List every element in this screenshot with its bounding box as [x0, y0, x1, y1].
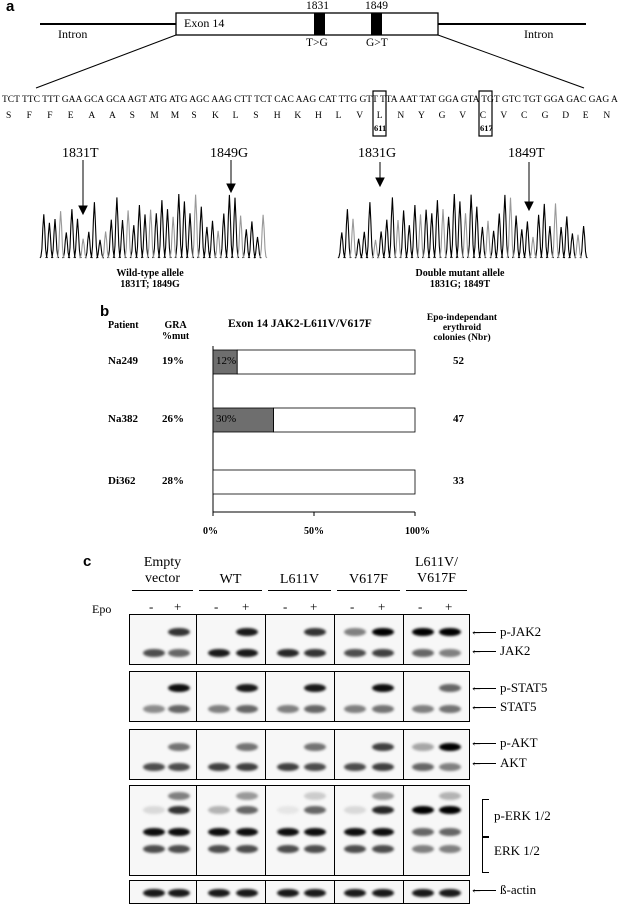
- bracket: [482, 837, 489, 873]
- amino-acid: S: [129, 111, 135, 121]
- protein-band: [168, 889, 190, 897]
- x-tick-label: 100%: [405, 526, 430, 537]
- protein-band: [412, 628, 434, 636]
- mutation-1: T>G: [306, 37, 328, 49]
- protein-band: [277, 845, 299, 853]
- protein-band: [277, 705, 299, 713]
- protein-band: [236, 845, 258, 853]
- blot-divider: [196, 786, 197, 875]
- protein-label: STAT5: [500, 699, 537, 714]
- panel-b-letter: b: [100, 303, 110, 320]
- epo-minus: -: [418, 599, 423, 614]
- protein-band: [277, 649, 299, 657]
- protein-band: [168, 763, 190, 771]
- blot-divider: [403, 730, 404, 779]
- protein-band: [439, 649, 461, 657]
- intron-right-label: Intron: [524, 27, 554, 41]
- protein-band: [372, 845, 394, 853]
- codon-611-label: 611: [374, 123, 387, 133]
- protein-band: [344, 705, 366, 713]
- blot-divider: [265, 672, 266, 721]
- x-tick-label: 50%: [304, 526, 324, 537]
- protein-band: [208, 828, 230, 836]
- protein-band: [439, 743, 461, 751]
- protein-band: [412, 649, 434, 657]
- epo-plus: +: [174, 599, 182, 614]
- blot-divider: [265, 730, 266, 779]
- protein-band: [304, 628, 326, 636]
- group-label: L611V/ V617F: [414, 555, 459, 586]
- protein-band: [143, 649, 165, 657]
- blot-divider: [403, 672, 404, 721]
- protein-band: [208, 845, 230, 853]
- col-gra-line2: %mut: [162, 331, 190, 342]
- protein-band: [208, 889, 230, 897]
- protein-band: [372, 828, 394, 836]
- protein-band: [304, 763, 326, 771]
- blot-divider: [334, 881, 335, 903]
- amino-acid: V: [356, 111, 364, 121]
- amino-acid: M: [170, 111, 180, 121]
- protein-band: [372, 684, 394, 692]
- protein-band: [439, 763, 461, 771]
- epo-plus: +: [378, 599, 386, 614]
- amino-acid: L: [335, 111, 342, 121]
- amino-acid: S: [253, 111, 259, 121]
- blot-divider: [334, 730, 335, 779]
- amino-acid: G: [438, 111, 446, 121]
- arrow-label-1849G: 1849G: [210, 146, 249, 161]
- protein-band: [304, 684, 326, 692]
- col-gra-line1: GRA: [164, 320, 187, 331]
- patient-id: Na382: [108, 413, 138, 425]
- blot-divider: [334, 615, 335, 664]
- protein-band: [412, 743, 434, 751]
- amino-acid: E: [582, 111, 589, 121]
- protein-band: [143, 763, 165, 771]
- group-underline: [199, 590, 262, 591]
- protein-band: [304, 649, 326, 657]
- protein-label: JAK2: [500, 643, 531, 658]
- arrow-head: ←: [470, 623, 483, 638]
- protein-band: [439, 628, 461, 636]
- protein-band: [304, 806, 326, 814]
- colonies-value: 52: [453, 355, 464, 367]
- bracket: [482, 799, 489, 837]
- protein-band: [168, 649, 190, 657]
- epo-minus: -: [214, 599, 219, 614]
- patient-id: Na249: [108, 355, 138, 367]
- mutation-2: G>T: [366, 37, 388, 49]
- protein-band: [143, 705, 165, 713]
- protein-band: [304, 792, 326, 800]
- protein-band: [208, 806, 230, 814]
- amino-acid: F: [26, 111, 32, 121]
- bar-segment: [213, 470, 415, 494]
- epo-minus: -: [149, 599, 154, 614]
- exon-label: Exon 14: [184, 16, 225, 30]
- group-label: L611V: [279, 572, 320, 587]
- arrow-head: ←: [470, 881, 483, 896]
- protein-band: [208, 649, 230, 657]
- protein-label: p-STAT5: [500, 680, 548, 695]
- protein-band: [143, 845, 165, 853]
- protein-band: [304, 889, 326, 897]
- blot-divider: [196, 615, 197, 664]
- x-tick-label: 0%: [203, 526, 218, 537]
- protein-band: [304, 828, 326, 836]
- arrow-head: ←: [470, 734, 483, 749]
- protein-band: [208, 705, 230, 713]
- blot-divider: [403, 881, 404, 903]
- arrow-head: ←: [470, 698, 483, 713]
- blot-divider: [265, 786, 266, 875]
- gra-mut-value: 26%: [162, 413, 184, 425]
- western-blot-panel: [129, 729, 470, 780]
- protein-band: [344, 845, 366, 853]
- protein-band: [439, 845, 461, 853]
- bar-segment: [274, 408, 415, 432]
- protein-band: [372, 763, 394, 771]
- right-caption-line2: 1831G; 1849T: [429, 279, 491, 290]
- protein-band: [304, 743, 326, 751]
- group-label: V617F: [349, 572, 388, 587]
- gra-mut-value: 28%: [162, 475, 184, 487]
- protein-band: [236, 889, 258, 897]
- protein-band: [236, 684, 258, 692]
- protein-band: [412, 828, 434, 836]
- protein-band: [439, 889, 461, 897]
- protein-band: [372, 628, 394, 636]
- amino-acid: N: [397, 111, 405, 121]
- amino-acid: V: [500, 111, 508, 121]
- group-label: Empty vector: [143, 555, 182, 586]
- amino-acid: K: [294, 111, 302, 121]
- position-1831: 1831: [306, 0, 329, 12]
- amino-acid: A: [109, 111, 116, 121]
- colonies-value: 47: [453, 413, 464, 425]
- amino-acid: N: [603, 111, 611, 121]
- amino-acid: M: [150, 111, 159, 121]
- amino-acid: H: [273, 111, 281, 121]
- protein-band: [277, 889, 299, 897]
- western-blot-panel: [129, 785, 470, 876]
- colonies-value: 33: [453, 475, 464, 487]
- protein-band: [236, 649, 258, 657]
- protein-band: [412, 806, 434, 814]
- amino-acid: F: [47, 111, 53, 121]
- protein-band: [236, 806, 258, 814]
- chart-title: Exon 14 JAK2-L611V/V617F: [228, 318, 372, 330]
- blot-divider: [403, 786, 404, 875]
- panel-c-letter: c: [83, 553, 92, 570]
- protein-band: [372, 743, 394, 751]
- protein-band: [439, 792, 461, 800]
- protein-band: [372, 806, 394, 814]
- protein-band: [168, 684, 190, 692]
- blot-divider: [334, 786, 335, 875]
- protein-band: [277, 806, 299, 814]
- arrow-head: ←: [470, 679, 483, 694]
- protein-band: [143, 828, 165, 836]
- amino-acid: D: [562, 111, 570, 121]
- protein-band: [344, 763, 366, 771]
- protein-band: [439, 705, 461, 713]
- group-underline: [268, 590, 331, 591]
- protein-band: [168, 806, 190, 814]
- epo-minus: -: [350, 599, 355, 614]
- protein-band: [208, 763, 230, 771]
- protein-band: [372, 649, 394, 657]
- arrow-head: ←: [470, 754, 483, 769]
- western-blot-panel: [129, 880, 470, 904]
- amino-acid: S: [191, 111, 197, 121]
- amino-acid: L: [232, 111, 239, 121]
- col-epo-line1: Epo-independant: [426, 313, 498, 323]
- arrow-head: ←: [470, 642, 483, 657]
- intron-left-label: Intron: [58, 27, 88, 41]
- protein-band: [439, 806, 461, 814]
- protein-band: [168, 845, 190, 853]
- protein-label: ß-actin: [500, 882, 537, 897]
- blot-divider: [196, 730, 197, 779]
- position-1849: 1849: [365, 0, 388, 12]
- group-label: WT: [219, 572, 242, 587]
- col-epo-line2: erythroid: [442, 323, 482, 333]
- protein-band: [412, 763, 434, 771]
- right-caption-line1: Double mutant allele: [415, 268, 505, 279]
- protein-band: [372, 705, 394, 713]
- protein-band: [344, 889, 366, 897]
- protein-band: [168, 828, 190, 836]
- protein-label: p-JAK2: [500, 624, 542, 639]
- patient-id: Di362: [108, 475, 136, 487]
- protein-band: [236, 792, 258, 800]
- protein-band: [304, 845, 326, 853]
- protein-label: AKT: [500, 755, 527, 770]
- amino-acid: H: [315, 111, 322, 121]
- amino-acid: C: [521, 111, 528, 121]
- protein-label: ERK 1/2: [494, 843, 540, 858]
- col-epo-line3: colonies (Nbr): [433, 333, 491, 343]
- western-blot-panel: [129, 614, 470, 665]
- protein-band: [372, 889, 394, 897]
- protein-band: [236, 628, 258, 636]
- blot-divider: [403, 615, 404, 664]
- protein-band: [168, 792, 190, 800]
- amino-acid: K: [212, 111, 219, 121]
- protein-band: [236, 743, 258, 751]
- left-caption-line2: 1831T; 1849G: [120, 279, 180, 290]
- left-caption-line1: Wild-type allele: [116, 268, 184, 279]
- bar-data-label: 12%: [216, 355, 237, 367]
- protein-band: [277, 828, 299, 836]
- protein-band: [344, 649, 366, 657]
- blot-divider: [334, 672, 335, 721]
- arrow-label-1831T: 1831T: [62, 146, 99, 161]
- protein-band: [143, 806, 165, 814]
- dna-sequence: TCT TTC TTT GAA GCA GCA AGT ATG ATG AGC AAG CTT TCT CAC AAG CAT TTG GTT TTA AAT TAT GGA GTA TGT GTC TGT GGA GAC GAG A: [2, 95, 618, 105]
- amino-acid: A: [88, 111, 96, 121]
- blot-divider: [265, 615, 266, 664]
- protein-band: [412, 889, 434, 897]
- blot-divider: [265, 881, 266, 903]
- amino-acid: S: [6, 111, 12, 121]
- protein-band: [236, 705, 258, 713]
- protein-band: [168, 705, 190, 713]
- protein-band: [344, 806, 366, 814]
- bar-segment: [237, 350, 415, 374]
- protein-band: [236, 763, 258, 771]
- amino-acid: L: [376, 111, 383, 121]
- amino-acid: C: [479, 111, 487, 121]
- protein-label: p-ERK 1/2: [494, 808, 551, 823]
- amino-acid: E: [67, 111, 74, 121]
- protein-band: [344, 628, 366, 636]
- arrow-label-1849T: 1849T: [508, 146, 545, 161]
- panel-a-letter: a: [6, 0, 15, 15]
- protein-band: [439, 684, 461, 692]
- protein-band: [236, 828, 258, 836]
- bar-data-label: 30%: [216, 413, 237, 425]
- codon-617-label: 617: [480, 123, 493, 133]
- amino-acid: V: [459, 111, 467, 121]
- gra-mut-value: 19%: [162, 355, 184, 367]
- epo-label: Epo: [92, 602, 112, 616]
- protein-band: [168, 628, 190, 636]
- arrow-label-1831G: 1831G: [358, 146, 397, 161]
- protein-label: p-AKT: [500, 735, 538, 750]
- amino-acid: G: [541, 111, 549, 121]
- epo-plus: +: [310, 599, 318, 614]
- blot-divider: [196, 672, 197, 721]
- amino-acid: Y: [418, 111, 425, 121]
- col-patient: Patient: [108, 320, 139, 331]
- protein-band: [143, 889, 165, 897]
- protein-band: [439, 828, 461, 836]
- epo-plus: +: [445, 599, 453, 614]
- western-blot-panel: [129, 671, 470, 722]
- group-underline: [132, 590, 193, 591]
- epo-minus: -: [283, 599, 288, 614]
- protein-band: [412, 845, 434, 853]
- protein-band: [372, 792, 394, 800]
- group-underline: [337, 590, 400, 591]
- protein-band: [304, 705, 326, 713]
- protein-band: [277, 763, 299, 771]
- epo-plus: +: [242, 599, 250, 614]
- protein-band: [412, 705, 434, 713]
- blot-divider: [196, 881, 197, 903]
- group-underline: [406, 590, 467, 591]
- protein-band: [168, 743, 190, 751]
- protein-band: [344, 828, 366, 836]
